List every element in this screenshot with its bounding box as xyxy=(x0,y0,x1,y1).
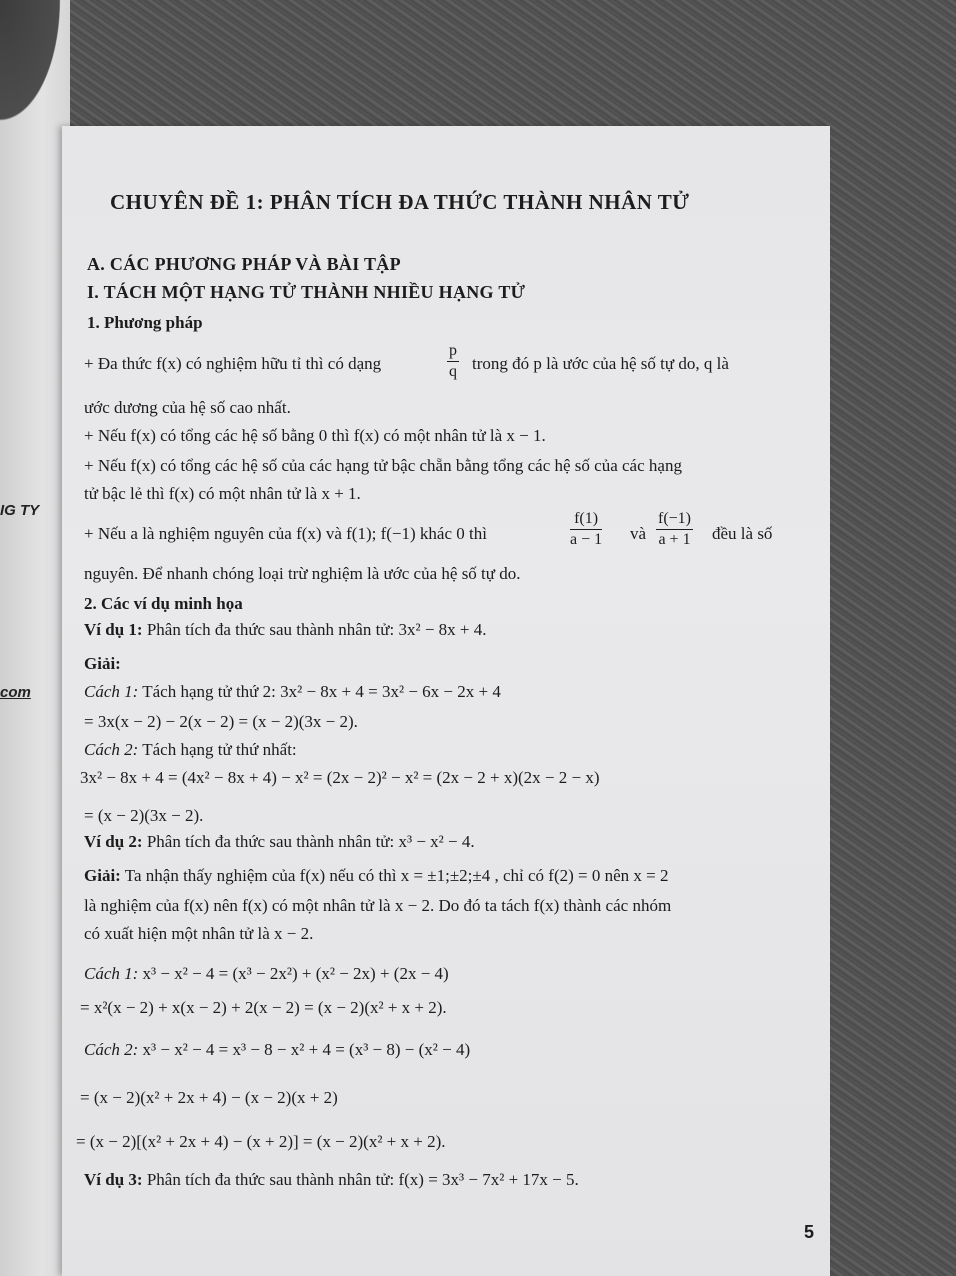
subsection-heading: 2. Các ví dụ minh họa xyxy=(84,594,243,613)
fraction-p-q xyxy=(447,341,459,382)
fraction-f1 xyxy=(570,509,602,550)
method-text: đều là số xyxy=(712,524,773,543)
solution-line: là nghiệm của f(x) nên f(x) có một nhân tử là x − 2. Do đó ta tách f(x) thành các nhóm xyxy=(84,896,672,915)
fraction-denominator: a − 1 xyxy=(570,531,603,548)
solution-line: = (x − 2)(3x − 2). xyxy=(84,806,204,825)
fraction-f-minus-1 xyxy=(656,509,693,550)
method-text: nguyên. Để nhanh chóng loại trừ nghiệm là ước của hệ số tự do. xyxy=(84,564,521,583)
fraction-denominator: q xyxy=(449,363,457,380)
method-text: ước dương của hệ số cao nhất. xyxy=(84,398,291,417)
solution-text: Ta nhận thấy nghiệm của f(x) nếu có thì x = ±1;±2;±4 , chỉ có f(2) = 0 nên x = 2 xyxy=(124,866,669,885)
example-text: Phân tích đa thức sau thành nhân tử: x³ − x² − 4. xyxy=(146,832,475,851)
fraction-denominator: a + 1 xyxy=(658,531,691,548)
subsection-heading: 1. Phương pháp xyxy=(87,313,203,332)
solution-line: có xuất hiện một nhân tử là x − 2. xyxy=(84,924,314,943)
example-text: Phân tích đa thức sau thành nhân tử: 3x² − 8x + 4. xyxy=(146,620,487,639)
page-title: CHUYÊN ĐỀ 1: PHÂN TÍCH ĐA THỨC THÀNH NHÂN TỬ xyxy=(110,190,690,214)
method-text: trong đó p là ước của hệ số tự do, q là xyxy=(472,354,729,373)
method-label: Cách 1: xyxy=(84,682,139,701)
example-label: Ví dụ 1: xyxy=(84,620,143,639)
fraction-numerator: f(−1) xyxy=(656,509,693,530)
left-edge-text: com xyxy=(0,684,31,701)
method-label: Cách 1: xyxy=(84,964,139,983)
method-text: + Nếu a là nghiệm nguyên của f(x) và f(1); f(−1) khác 0 thì xyxy=(84,524,487,543)
method-text: + Nếu f(x) có tổng các hệ số bằng 0 thì f(x) có một nhân tử là x − 1. xyxy=(84,426,546,445)
example-1 xyxy=(84,620,487,640)
solution-label: Giải: xyxy=(84,654,121,673)
example-3 xyxy=(84,1170,579,1190)
example-label: Ví dụ 2: xyxy=(84,832,143,851)
solution-line xyxy=(84,1040,470,1060)
method-text: + Đa thức f(x) có nghiệm hữu tỉ thì có dạng xyxy=(84,354,382,373)
left-page-edge xyxy=(0,0,70,1276)
solution-line xyxy=(84,740,297,760)
solution-line: 3x² − 8x + 4 = (4x² − 8x + 4) − x² = (2x − 2)² − x² = (2x − 2 + x)(2x − 2 − x) xyxy=(80,768,600,787)
solution-line xyxy=(84,866,669,886)
solution-text: x³ − x² − 4 = (x³ − 2x²) + (x² − 2x) + (2x − 4) xyxy=(142,964,449,983)
solution-text: Tách hạng tử thứ nhất: xyxy=(142,740,297,759)
example-label: Ví dụ 3: xyxy=(84,1170,143,1189)
fraction-numerator: p xyxy=(447,341,459,362)
method-label: Cách 2: xyxy=(84,1040,139,1059)
solution-label: Giải: xyxy=(84,866,121,885)
book-page xyxy=(62,126,830,1276)
page-number: 5 xyxy=(804,1222,815,1242)
fraction-numerator: f(1) xyxy=(570,509,602,530)
solution-text: Tách hạng tử thứ 2: 3x² − 8x + 4 = 3x² − 6x − 2x + 4 xyxy=(142,682,501,701)
method-text: và xyxy=(630,524,647,543)
solution-line xyxy=(84,964,449,984)
solution-text: x³ − x² − 4 = x³ − 8 − x² + 4 = (x³ − 8) − (x² − 4) xyxy=(142,1040,471,1059)
section-heading: I. TÁCH MỘT HẠNG TỬ THÀNH NHIỀU HẠNG TỬ xyxy=(87,282,526,302)
method-text: + Nếu f(x) có tổng các hệ số của các hạng tử bậc chẵn bằng tổng các hệ số của các hạng xyxy=(84,456,682,475)
solution-line xyxy=(84,682,501,702)
example-text: Phân tích đa thức sau thành nhân tử: f(x) = 3x³ − 7x² + 17x − 5. xyxy=(146,1170,579,1189)
page-curl-shadow xyxy=(0,0,70,140)
solution-line: = x²(x − 2) + x(x − 2) + 2(x − 2) = (x − 2)(x² + x + 2). xyxy=(80,998,447,1017)
section-heading: A. CÁC PHƯƠNG PHÁP VÀ BÀI TẬP xyxy=(87,254,401,274)
method-text: tử bậc lẻ thì f(x) có một nhân tử là x + 1. xyxy=(84,484,361,503)
solution-line: = (x − 2)[(x² + 2x + 4) − (x + 2)] = (x − 2)(x² + x + 2). xyxy=(76,1132,446,1151)
example-2 xyxy=(84,832,475,852)
solution-line: = 3x(x − 2) − 2(x − 2) = (x − 2)(3x − 2). xyxy=(84,712,358,731)
left-edge-text: IG TY xyxy=(0,502,40,519)
method-label: Cách 2: xyxy=(84,740,139,759)
solution-line: = (x − 2)(x² + 2x + 4) − (x − 2)(x + 2) xyxy=(80,1088,338,1107)
